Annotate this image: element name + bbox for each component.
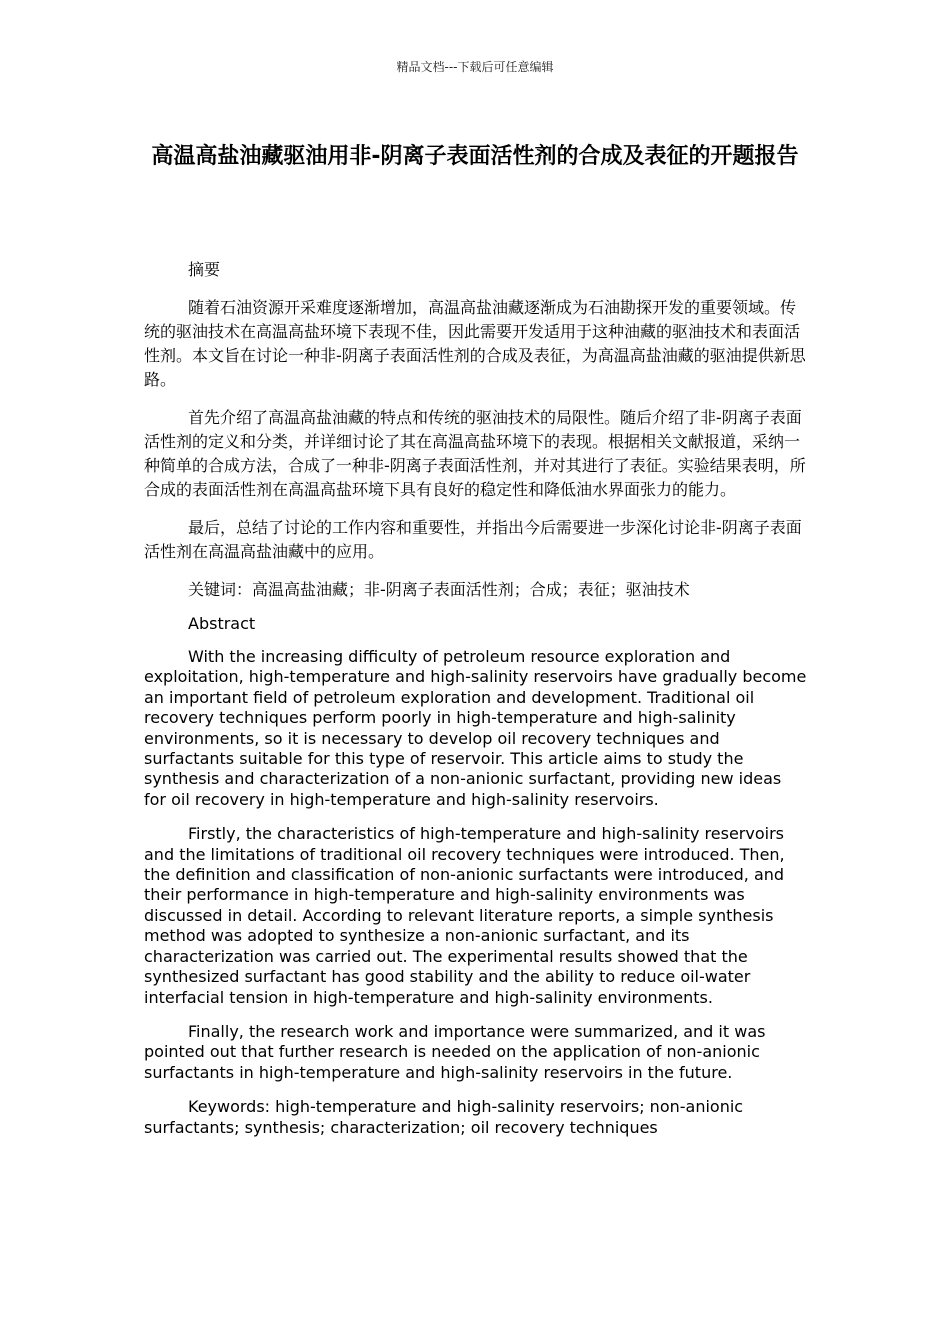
abstract-en-paragraph-2: Firstly, the characteristics of high-temperature and high-salinity reservoirs and the limitations of traditional oil recovery techniques were introduced. Then, the definition and classification of non-anionic surfactants were introduced, and their performance in high-temperature and high-salinity environments was discussed in detail. According to relevant literature reports, a simple synthesis method was adopted to synthesize a non-anionic surfactant, and its characterization was carried out. The experimental results showed that the synthesized surfactant has good stability and the ability to reduce oil-water interfacial tension in high-temperature and high-salinity environments. — [144, 824, 785, 1007]
abstract-en-paragraph-1: With the increasing difficulty of petroleum resource exploration and exploitation, high-temperature and high-salinity reservoirs have gradually become an important field of petroleum exploration and development. Traditional oil recovery techniques perform poorly in high-temperature and high-salinity environments, so it is necessary to develop oil recovery techniques and surfactants suitable for this type of reservoir. This article aims to study the synthesis and characterization of a non-anionic surfactant, providing new ideas for oil recovery in high-temperature and high-salinity reservoirs. — [144, 647, 807, 809]
abstract-en-paragraph-3: Finally, the research work and importance were summarized, and it was pointed out that further research is needed on the application of non-anionic surfactants in high-temperature and high-salinity reservoirs in the future. — [144, 1021, 766, 1082]
abstract-cn-paragraph-2: 首先介绍了高温高盐油藏的特点和传统的驱油技术的局限性。随后介绍了非-阴离子表面活性剂的定义和分类，并详细讨论了其在高温高盐环境下的表现。根据相关文献报道，采纳一种简单的合成方法，合成了一种非-阴离子表面活性剂，并对其进行了表征。实验结果表明，所合成的表面活性剂在高温高盐环境下具有良好的稳定性和降低油水界面张力的能力。 — [144, 408, 806, 499]
abstract-cn-heading: 摘要 — [188, 260, 221, 279]
abstract-cn-paragraph-1: 随着石油资源开采难度逐渐增加，高温高盐油藏逐渐成为石油勘探开发的重要领域。传统的驱油技术在高温高盐环境下表现不佳，因此需要开发适用于这种油藏的驱油技术和表面活性剂。本文旨在讨论一种非-阴离子表面活性剂的合成及表征，为高温高盐油藏的驱油提供新思路。 — [144, 298, 806, 389]
abstract-cn-paragraph-3: 最后，总结了讨论的工作内容和重要性，并指出今后需要进一步深化讨论非-阴离子表面活性剂在高温高盐油藏中的应用。 — [144, 518, 802, 561]
abstract-en-heading: Abstract — [188, 614, 256, 633]
header-note: 精品文档---下载后可任意编辑 — [396, 60, 554, 74]
document-body — [144, 258, 808, 1138]
document-title: 高温高盐油藏驱油用非-阴离子表面活性剂的合成及表征的开题报告 — [151, 144, 799, 169]
keywords-en: Keywords: high-temperature and high-salinity reservoirs; non-anionic surfactants; synthesis; characterization; oil recovery techniques — [144, 1097, 744, 1137]
keywords-cn: 关键词：高温高盐油藏；非-阴离子表面活性剂；合成；表征；驱油技术 — [188, 580, 690, 599]
